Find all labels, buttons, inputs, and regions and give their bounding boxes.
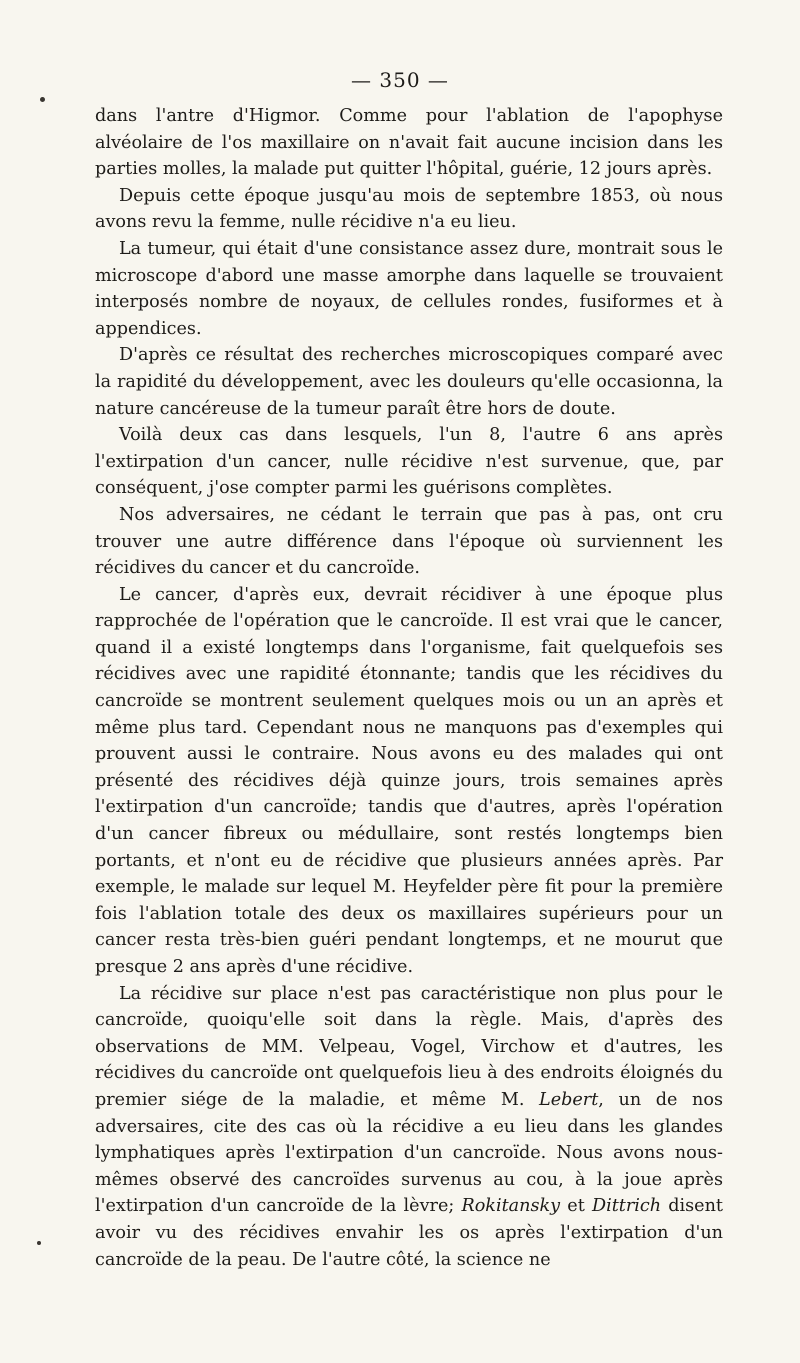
page-number: — 350 — <box>351 68 449 92</box>
paragraph-text: dans l'antre d'Higmor. Comme pour l'ablation de l'apophyse alvéolaire de l'os maxillaire on n'avait fait aucune incision dans les parties molles, la malade put quitter l'hôpital, guérie, 12 jours après. <box>95 106 723 180</box>
paragraph-text: Le cancer, d'après eux, devrait récidiver à une époque plus rapprochée de l'opération que le cancroïde. Il est vrai que le cancer, quand il a existé longtemps dans l'organisme, fait quelquefois ses récidives avec une rapidité étonnante; tandis que les récidives du cancroïde se montrent seulement quelques mois ou un an après et même plus tard. Cependant nous ne manquons pas d'exemples qui prouvent aussi le contraire. Nous avons eu des malades qui ont présenté des récidives déjà quinze jours, trois semaines après l'extirpation d'un cancroïde; tandis que d'autres, après l'opération d'un cancer fibreux ou médullaire, sont restés longtemps bien portants, et n'ont eu de récidive que plusieurs années après. Par exemple, le malade sur lequel M. Heyfelder père fit pour la première fois l'ablation totale des deux os maxillaires supérieurs pour un cancer resta très-bien guéri pendant longtemps, et ne mourut que presque 2 ans après d'une récidive. <box>95 584 723 977</box>
paragraph-text: La tumeur, qui était d'une consistance assez dure, montrait sous le microscope d'abord une masse amorphe dans laquelle se trouvaient interposés nombre de noyaux, de cellules rondes, fusiformes et à appendices. <box>95 238 723 339</box>
author-name: Dittrich <box>591 1196 662 1217</box>
paragraph <box>95 342 723 422</box>
author-name: Lebert <box>539 1089 599 1110</box>
paragraph-text: disent avoir vu des récidives envahir les os après l'extirpation d'un cancroïde de la peau. De l'autre côté, la science ne <box>95 1196 723 1270</box>
paragraph-text: et <box>560 1196 592 1217</box>
paragraph <box>95 103 723 183</box>
paragraph <box>95 981 723 1274</box>
paragraph-text: Depuis cette époque jusqu'au mois de septembre 1853, où nous avons revu la femme, nulle récidive n'a eu lieu. <box>95 185 723 233</box>
author-name: Rokitansky <box>461 1196 561 1217</box>
paragraph <box>95 422 723 502</box>
paragraph <box>95 236 723 342</box>
body-text <box>95 103 723 1273</box>
paragraph <box>95 502 723 582</box>
margin-speck <box>40 97 45 102</box>
paragraph-text: , un de nos adversaires, cite des cas où la récidive a eu lieu dans les glandes lymphatiques après l'extirpation d'un cancroïde. Nous avons nous-mêmes observé des cancroïdes survenus au cou, à la joue après l'extirpation d'un cancroïde de la lèvre; <box>95 1089 723 1217</box>
paragraph <box>95 183 723 236</box>
margin-speck <box>37 1241 41 1245</box>
paragraph <box>95 582 723 981</box>
paragraph-text: Voilà deux cas dans lesquels, l'un 8, l'autre 6 ans après l'extirpation d'un cancer, nulle récidive n'est survenue, que, par conséquent, j'ose compter parmi les guérisons complètes. <box>95 425 723 499</box>
paragraph-text: Nos adversaires, ne cédant le terrain que pas à pas, ont cru trouver une autre différence dans l'époque où surviennent les récidives du cancer et du cancroïde. <box>95 504 723 579</box>
paragraph-text: La récidive sur place n'est pas caractéristique non plus pour le cancroïde, quoiqu'elle soit dans la règle. Mais, d'après des observations de MM. Velpeau, Vogel, Virchow et d'autres, les récidives du cancroïde ont quelquefois lieu à des endroits éloignés du premier siége de la maladie, et même M. <box>95 983 723 1110</box>
paragraph-text: D'après ce résultat des recherches microscopiques comparé avec la rapidité du développement, avec les douleurs qu'elle occasionna, la nature cancéreuse de la tumeur paraît être hors de doute. <box>95 345 723 419</box>
